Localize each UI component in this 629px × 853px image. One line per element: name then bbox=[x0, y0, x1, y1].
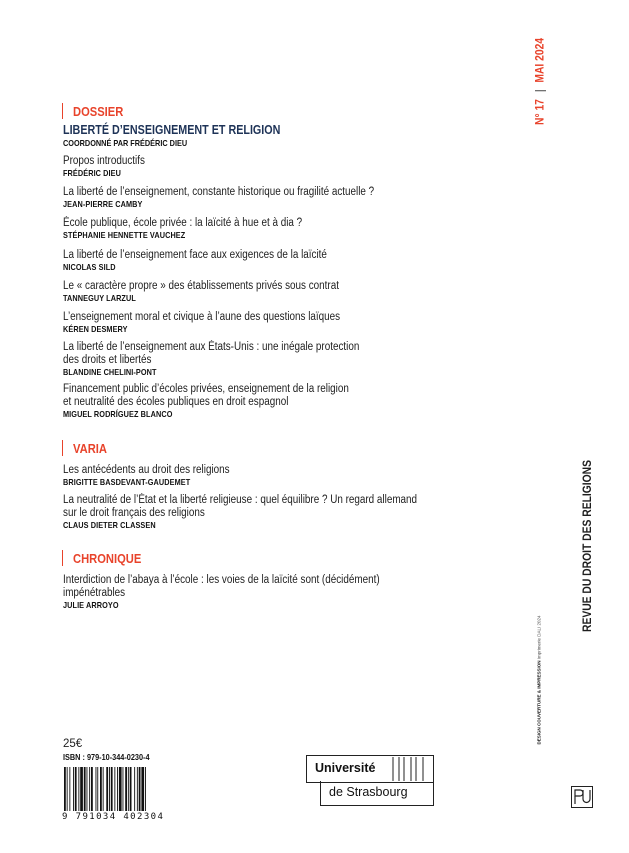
barcode-bars-icon bbox=[62, 767, 186, 811]
toc-entry: Les antécédents au droit des religions BRIGITTE BASDEVANT-GAUDEMET bbox=[63, 464, 230, 487]
isbn: ISBN : 979-10-344-0230-4 bbox=[63, 752, 150, 762]
logo-lines-icon bbox=[391, 757, 431, 781]
dossier-title-block bbox=[63, 123, 316, 149]
section-dossier-heading: DOSSIER bbox=[62, 103, 132, 119]
publisher-logo-bottom bbox=[320, 781, 434, 806]
toc-entry: Interdiction de l’abaya à l’école : les voies de la laïcité sont (décidément) impénétrables JULIE ARROYO bbox=[63, 574, 380, 610]
toc-entry: La liberté de l’enseignement aux États-Unis : une inégale protection des droits et libertés BLANDINE CHELINI-PONT bbox=[63, 341, 360, 377]
issue-marker: N° 17|MAI 2024 bbox=[532, 37, 547, 125]
toc-entry: École publique, école privée : la laïcité à hue et à dia ? STÉPHANIE HENNETTE VAUCHEZ bbox=[63, 217, 303, 240]
pu-monogram-icon bbox=[571, 786, 593, 808]
toc-entry: La neutralité de l’État et la liberté religieuse : quel équilibre ? Un regard allemand sur le droit français des religions CLAUS DIETER CLASSEN bbox=[63, 494, 418, 530]
toc-entry: Propos introductifs FRÉDÉRIC DIEU bbox=[63, 155, 145, 178]
toc-entry: Financement public d’écoles privées, enseignement de la religion et neutralité des écoles publiques en droit espagnol MIGUEL RODRÍGUEZ BLANCO bbox=[63, 383, 349, 419]
design-credit bbox=[535, 605, 543, 755]
design-credit-label: DESIGN COUVERTURE & IMPRESSION bbox=[536, 660, 542, 745]
price: 25€ bbox=[63, 738, 83, 750]
toc-entry: La liberté de l’enseignement, constante historique ou fragilité actuelle ? JEAN-PIERRE CAMBY bbox=[63, 186, 375, 209]
publisher-name-line1: Université bbox=[315, 761, 376, 775]
barcode bbox=[62, 767, 186, 821]
publisher-logo bbox=[306, 755, 434, 811]
publisher-name-line2: de Strasbourg bbox=[329, 785, 408, 799]
toc-entry: L’enseignement moral et civique à l’aune des questions laïques KÉREN DESMERY bbox=[63, 311, 341, 334]
section-varia-heading: VARIA bbox=[62, 440, 112, 456]
publisher-logo-top bbox=[306, 755, 434, 783]
issue-number: N° 17 bbox=[532, 99, 547, 125]
dossier-coordinator: COORDONNÉ PAR FRÉDÉRIC DIEU bbox=[63, 138, 188, 148]
toc-entry: La liberté de l’enseignement face aux exigences de la laïcité NICOLAS SILD bbox=[63, 249, 327, 272]
journal-title-vertical bbox=[579, 452, 595, 640]
barcode-digits: 9 791034 402304 bbox=[62, 812, 165, 822]
section-chronique-heading: CHRONIQUE bbox=[62, 550, 152, 566]
design-credit-value: Imprimerie DALI 2024 bbox=[536, 615, 542, 660]
issue-date: MAI 2024 bbox=[532, 37, 547, 83]
dossier-title: LIBERTÉ D’ENSEIGNEMENT ET RELIGION bbox=[63, 123, 281, 137]
journal-title: REVUE DU DROIT DES RELIGIONS bbox=[580, 459, 594, 633]
toc-entry: Le « caractère propre » des établissements privés sous contrat TANNEGUY LARZUL bbox=[63, 280, 339, 303]
